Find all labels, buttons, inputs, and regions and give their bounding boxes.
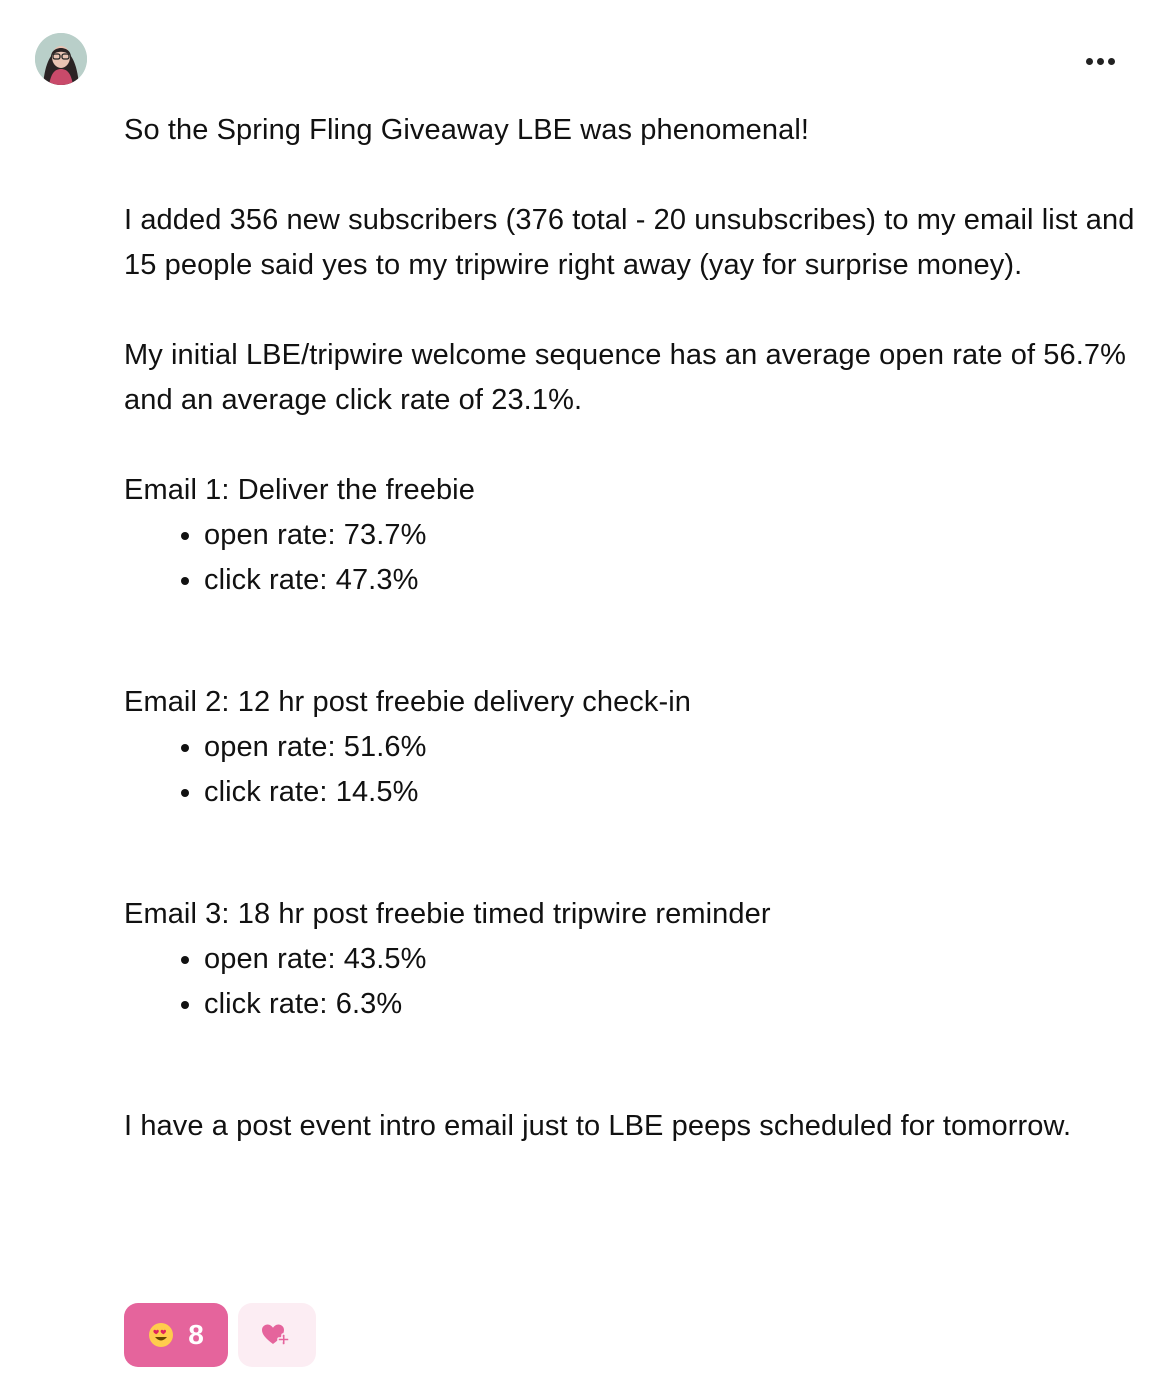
user-avatar-icon [35,33,87,85]
more-dot [1086,58,1093,65]
email-2-click-rate: • click rate: 14.5% [204,770,1144,815]
email-2-open-rate: • open rate: 51.6% [204,725,1144,770]
more-dot [1097,58,1104,65]
more-options-button[interactable] [1080,47,1120,75]
email-3-open-rate: • open rate: 43.5% [204,937,1144,982]
post-intro: So the Spring Fling Giveaway LBE was phenomenal! [124,114,810,146]
post-subscribers: I added 356 new subscribers (376 total - 20 unsubscribes) to my email list and 15 people said yes to my tripwire right away (yay for surprise money). [124,204,1135,281]
post-body [124,108,1144,1149]
email-1-open-rate: • open rate: 73.7% [204,513,1144,558]
reactions-bar [124,1303,316,1367]
reaction-count: 8 [188,1319,204,1350]
email-3-stats [124,937,1144,1027]
add-reaction-heart-icon [261,1323,293,1347]
email-3-title: Email 3: 18 hr post freebie timed tripwire reminder [124,898,771,930]
email-2-title: Email 2: 12 hr post freebie delivery check-in [124,686,692,718]
post-closing: I have a post event intro email just to LBE peeps scheduled for tomorrow. [124,1110,1072,1142]
more-dot [1108,58,1115,65]
post-average: My initial LBE/tripwire welcome sequence has an average open rate of 56.7% and an average click rate of 23.1%. [124,339,1127,416]
email-1-click-rate: • click rate: 47.3% [204,558,1144,603]
email-2-stats [124,725,1144,815]
email-3-click-rate: • click rate: 6.3% [204,982,1144,1027]
add-reaction-button[interactable] [238,1303,316,1367]
heart-eyes-emoji-icon [148,1322,174,1348]
author-avatar[interactable] [35,33,87,85]
heart-eyes-reaction-button[interactable] [124,1303,228,1367]
email-1-stats [124,513,1144,603]
email-1-title: Email 1: Deliver the freebie [124,474,475,506]
